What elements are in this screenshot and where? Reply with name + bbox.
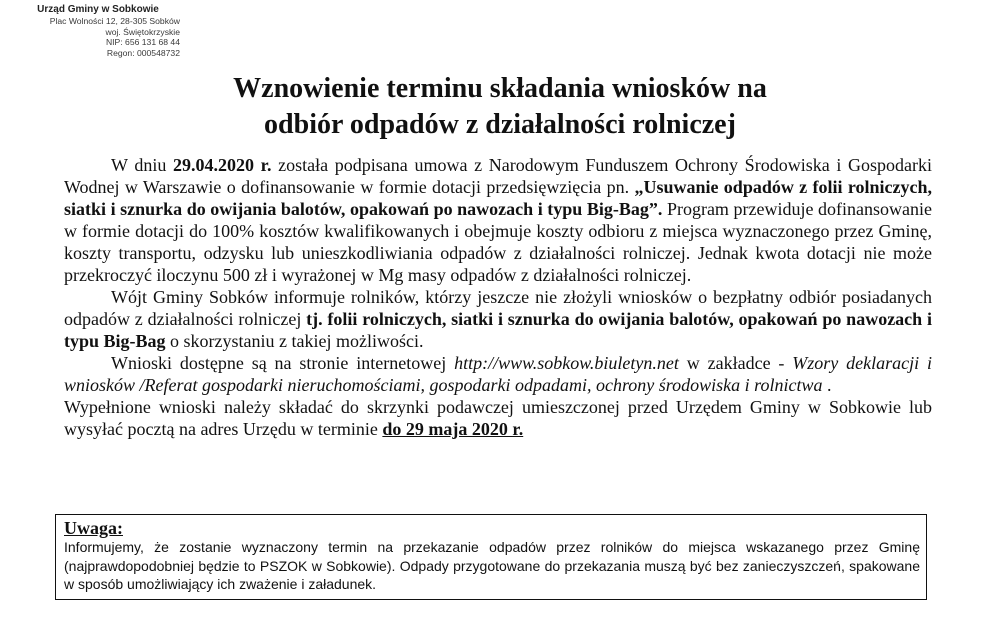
waste-types: tj. folii rolniczych, siatki i sznurka do owijania balotów, opakowań po nawozach i typu Big-Bag xyxy=(64,309,932,351)
stamp-line: Plac Wolności 12, 28-305 Sobków xyxy=(49,16,180,26)
office-stamp xyxy=(16,4,180,58)
text-run: . xyxy=(822,375,832,395)
notice-heading: Uwaga: xyxy=(64,518,123,538)
deadline: do 29 maja 2020 r. xyxy=(382,419,524,439)
stamp-line: woj. Świętokrzyskie xyxy=(105,26,180,37)
title-line-1: Wznowienie terminu składania wniosków na xyxy=(233,73,767,104)
stamp-line: NIP: 656 131 68 44 xyxy=(105,37,180,48)
stamp-line: Urząd Gminy w Sobkowie xyxy=(37,4,159,15)
paragraph-agreement xyxy=(64,154,932,286)
announcement-body xyxy=(64,154,932,440)
text-run: została podpisana umowa z Narodowym Funduszem Ochrony Środowiska i Gospodarki Wodnej w Warszawie o dofinansowanie w formie dotacji przedsięwzięcia pn. xyxy=(64,155,932,197)
text-run: Wójt Gminy Sobków informuje rolników, którzy jeszcze nie złożyli wniosków o bezpłatny odbiór posiadanych odpadów z działalności rolniczej xyxy=(64,287,932,329)
text-run: Wypełnione wnioski należy składać do skrzynki podawczej umieszczonej przed Urzędem Gminy w Sobkowie lub wysyłać pocztą na adres Urzędu w terminie xyxy=(64,397,932,439)
project-name: „Usuwanie odpadów z folii rolniczych, siatki i sznurka do owijania balotów, opakowań po nawozach i typu Big-Bag”. xyxy=(64,177,932,219)
text-run: W dniu xyxy=(111,155,173,175)
page-title xyxy=(120,71,880,143)
title-line-2: odbiór odpadów z działalności rolniczej xyxy=(264,109,736,140)
website-link[interactable]: http://www.sobkow.biuletyn.net xyxy=(454,353,679,373)
paragraph-submission xyxy=(64,396,932,440)
paragraph-information xyxy=(64,286,932,352)
text-run: w zakładce - xyxy=(678,353,793,373)
stamp-line: Regon: 000548732 xyxy=(106,47,180,58)
paragraph-forms xyxy=(64,352,932,396)
notice-text: Informujemy, że zostanie wyznaczony termin na przekazanie odpadów przez rolników do miejsca wskazanego przez Gminę (najprawdopodobniej będzie to PSZOK w Sobkowie). Odpady przygotowane do przekazania muszą być bez zanieczyszczeń, spakowane w sposób umożliwiający ich zważenie i załadunek. xyxy=(64,539,920,592)
notice-box xyxy=(55,514,927,600)
forms-section: Wzory deklaracji i wniosków /Referat gospodarki nieruchomościami, gospodarki odpadami, ochrony środowiska i rolnictwa xyxy=(64,353,932,395)
agreement-date: 29.04.2020 r. xyxy=(173,155,272,175)
text-run: Program przewiduje dofinansowanie w formie dotacji do 100% kosztów kwalifikowanych i obejmuje koszty odbioru z miejsca wyznaczonego przez Gminę, koszty transportu, odzysku lub unieszkodliwiania odpadów z działalności rolniczej. Jednak kwota dotacji nie może przekroczyć iloczynu 500 zł i wyrażonej w Mg masy odpadów z działalności rolniczej. xyxy=(64,199,932,285)
text-run: Wnioski dostępne są na stronie internetowej xyxy=(111,353,455,373)
text-run: o skorzystaniu z takiej możliwości. xyxy=(165,331,424,351)
